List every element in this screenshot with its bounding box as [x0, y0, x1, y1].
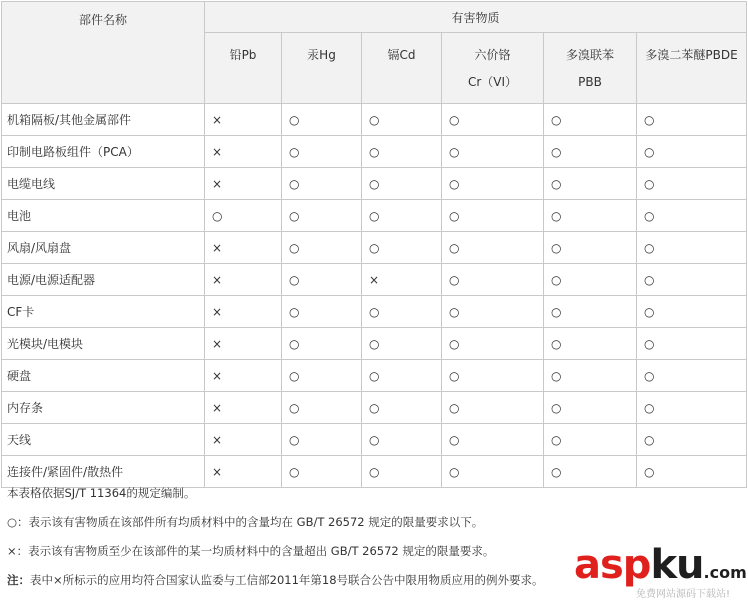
circle-mark: ○ — [449, 208, 460, 223]
substance-mark-cell — [362, 360, 442, 392]
cross-mark: × — [212, 400, 223, 415]
substance-mark-cell — [205, 232, 282, 264]
table-row — [2, 392, 747, 424]
substance-mark-cell — [205, 328, 282, 360]
substance-mark-cell — [362, 104, 442, 136]
substance-mark-cell — [544, 360, 637, 392]
substance-mark-cell — [637, 232, 747, 264]
circle-mark: ○ — [369, 464, 380, 479]
note-text: 本表格依据SJ/T 11364的规定编制。 — [7, 486, 196, 500]
circle-mark: ○ — [369, 208, 380, 223]
substance-mark-cell — [205, 424, 282, 456]
circle-mark: ○ — [644, 336, 655, 351]
substance-mark-cell — [544, 296, 637, 328]
circle-mark: ○ — [644, 208, 655, 223]
circle-mark: ○ — [212, 208, 223, 223]
circle-mark: ○ — [449, 272, 460, 287]
substance-mark-cell — [205, 104, 282, 136]
substance-mark-cell — [544, 328, 637, 360]
watermark — [574, 542, 747, 600]
cross-mark: × — [212, 176, 223, 191]
circle-mark: ○ — [449, 336, 460, 351]
substance-mark-cell — [362, 232, 442, 264]
substance-mark-cell — [282, 360, 362, 392]
substance-mark-cell — [637, 200, 747, 232]
circle-mark: ○ — [289, 336, 300, 351]
circle-mark: ○ — [644, 272, 655, 287]
circle-mark: ○ — [369, 304, 380, 319]
table-row — [2, 200, 747, 232]
part-name-cell: 风扇/风扇盘 — [2, 232, 205, 264]
circle-mark: ○ — [644, 368, 655, 383]
table-row — [2, 136, 747, 168]
substance-mark-cell — [362, 424, 442, 456]
substance-mark-cell — [205, 168, 282, 200]
substance-mark-cell — [205, 360, 282, 392]
note-text: ○：表示该有害物质在该部件所有均质材料中的含量均在 GB/T 26572 规定的限量要求以下。 — [7, 515, 484, 529]
header-substance-1 — [282, 33, 362, 104]
substance-mark-cell — [442, 392, 544, 424]
header-substance-5 — [637, 33, 747, 104]
table-row — [2, 424, 747, 456]
table-row — [2, 104, 747, 136]
substance-mark-cell — [637, 456, 747, 488]
substance-mark-cell — [282, 328, 362, 360]
circle-mark: ○ — [369, 144, 380, 159]
substance-mark-cell — [442, 168, 544, 200]
header-substance-0 — [205, 33, 282, 104]
substance-mark-cell — [362, 136, 442, 168]
header-substance-3 — [442, 33, 544, 104]
table-row — [2, 360, 747, 392]
substance-mark-cell — [205, 456, 282, 488]
circle-mark: ○ — [449, 112, 460, 127]
circle-mark: ○ — [644, 240, 655, 255]
cross-mark: × — [212, 432, 223, 447]
substance-symbol: PBB — [578, 75, 602, 89]
table-row — [2, 232, 747, 264]
substance-mark-cell — [442, 360, 544, 392]
substance-mark-cell — [362, 168, 442, 200]
substance-mark-cell — [637, 264, 747, 296]
circle-mark: ○ — [449, 144, 460, 159]
circle-mark: ○ — [289, 144, 300, 159]
table-row — [2, 296, 747, 328]
circle-mark: ○ — [289, 208, 300, 223]
substance-mark-cell — [637, 136, 747, 168]
substance-mark-cell — [442, 104, 544, 136]
circle-mark: ○ — [369, 368, 380, 383]
note-line-1 — [7, 515, 742, 544]
cross-mark: × — [212, 336, 223, 351]
watermark-logo-part2: ku — [650, 542, 704, 588]
substance-name: 铅Pb — [229, 48, 257, 62]
hazardous-substances-table — [1, 1, 747, 488]
part-name-cell: 硬盘 — [2, 360, 205, 392]
substance-mark-cell — [362, 296, 442, 328]
circle-mark: ○ — [551, 144, 562, 159]
header-hazardous-substances: 有害物质 — [205, 2, 747, 33]
circle-mark: ○ — [289, 272, 300, 287]
circle-mark: ○ — [644, 304, 655, 319]
cross-mark: × — [212, 368, 223, 383]
substance-mark-cell — [282, 168, 362, 200]
substance-mark-cell — [442, 232, 544, 264]
circle-mark: ○ — [289, 464, 300, 479]
circle-mark: ○ — [289, 304, 300, 319]
watermark-logo-suffix: .com — [703, 563, 747, 582]
substance-mark-cell — [544, 136, 637, 168]
substance-mark-cell — [362, 264, 442, 296]
substance-mark-cell — [442, 456, 544, 488]
circle-mark: ○ — [551, 304, 562, 319]
substance-mark-cell — [544, 424, 637, 456]
circle-mark: ○ — [551, 272, 562, 287]
circle-mark: ○ — [369, 240, 380, 255]
substance-name: 多溴二苯醚PBDE — [645, 48, 738, 62]
substance-mark-cell — [362, 200, 442, 232]
substance-mark-cell — [637, 360, 747, 392]
circle-mark: ○ — [551, 336, 562, 351]
substance-mark-cell — [442, 296, 544, 328]
table-row — [2, 168, 747, 200]
table-row — [2, 456, 747, 488]
table-row — [2, 264, 747, 296]
cross-mark: × — [212, 272, 223, 287]
circle-mark: ○ — [449, 432, 460, 447]
substance-mark-cell — [205, 264, 282, 296]
substance-name: 镉Cd — [387, 48, 416, 62]
substance-mark-cell — [637, 328, 747, 360]
substance-mark-cell — [205, 296, 282, 328]
circle-mark: ○ — [551, 464, 562, 479]
circle-mark: ○ — [449, 240, 460, 255]
header-substance-4 — [544, 33, 637, 104]
substance-mark-cell — [282, 136, 362, 168]
substance-mark-cell — [282, 232, 362, 264]
part-name-cell: 电池 — [2, 200, 205, 232]
substance-mark-cell — [362, 456, 442, 488]
substance-name: 多溴联苯 — [565, 48, 614, 62]
substance-mark-cell — [544, 392, 637, 424]
substance-mark-cell — [544, 456, 637, 488]
substance-mark-cell — [442, 200, 544, 232]
circle-mark: ○ — [369, 112, 380, 127]
substance-mark-cell — [637, 168, 747, 200]
circle-mark: ○ — [644, 112, 655, 127]
substance-mark-cell — [282, 392, 362, 424]
watermark-subtitle: 免费网站源码下载站! — [636, 589, 731, 600]
substance-symbol: Cr（VI） — [467, 75, 518, 89]
substance-mark-cell — [637, 296, 747, 328]
circle-mark: ○ — [551, 432, 562, 447]
circle-mark: ○ — [369, 176, 380, 191]
substance-mark-cell — [637, 424, 747, 456]
part-name-cell: 光模块/电模块 — [2, 328, 205, 360]
circle-mark: ○ — [369, 400, 380, 415]
substance-mark-cell — [282, 200, 362, 232]
substance-mark-cell — [205, 136, 282, 168]
circle-mark: ○ — [644, 176, 655, 191]
circle-mark: ○ — [369, 432, 380, 447]
substance-mark-cell — [442, 328, 544, 360]
substance-mark-cell — [282, 296, 362, 328]
note-text: 表中×所标示的应用均符合国家认监委与工信部2011年第18号联合公告中限用物质应用的例外要求。 — [30, 573, 544, 587]
circle-mark: ○ — [289, 176, 300, 191]
circle-mark: ○ — [449, 400, 460, 415]
substance-mark-cell — [442, 264, 544, 296]
watermark-logo-part1: asp — [574, 542, 651, 588]
circle-mark: ○ — [449, 304, 460, 319]
cross-mark: × — [369, 272, 380, 287]
circle-mark: ○ — [289, 368, 300, 383]
cross-mark: × — [212, 112, 223, 127]
note-text: ×：表示该有害物质至少在该部件的某一均质材料中的含量超出 GB/T 26572 规定的限量要求。 — [7, 544, 495, 558]
part-name-cell: 电缆电线 — [2, 168, 205, 200]
part-name-cell: 电源/电源适配器 — [2, 264, 205, 296]
circle-mark: ○ — [289, 240, 300, 255]
substance-mark-cell — [282, 264, 362, 296]
circle-mark: ○ — [551, 112, 562, 127]
substance-name: 汞Hg — [307, 48, 336, 62]
substance-mark-cell — [544, 264, 637, 296]
table-body — [2, 104, 747, 488]
circle-mark: ○ — [644, 432, 655, 447]
substance-mark-cell — [205, 392, 282, 424]
cross-mark: × — [212, 304, 223, 319]
header-part-name: 部件名称 — [2, 2, 205, 104]
substance-mark-cell — [282, 104, 362, 136]
substance-mark-cell — [637, 392, 747, 424]
circle-mark: ○ — [449, 464, 460, 479]
substance-mark-cell — [544, 200, 637, 232]
circle-mark: ○ — [551, 368, 562, 383]
circle-mark: ○ — [644, 464, 655, 479]
circle-mark: ○ — [289, 432, 300, 447]
substance-mark-cell — [282, 456, 362, 488]
circle-mark: ○ — [551, 400, 562, 415]
cross-mark: × — [212, 240, 223, 255]
part-name-cell: 连接件/紧固件/散热件 — [2, 456, 205, 488]
part-name-cell: CF卡 — [2, 296, 205, 328]
part-name-cell: 印制电路板组件（PCA） — [2, 136, 205, 168]
substance-mark-cell — [442, 424, 544, 456]
circle-mark: ○ — [289, 112, 300, 127]
substance-mark-cell — [362, 392, 442, 424]
circle-mark: ○ — [369, 336, 380, 351]
circle-mark: ○ — [551, 176, 562, 191]
note-line-0 — [7, 486, 742, 515]
part-name-cell: 机箱隔板/其他金属部件 — [2, 104, 205, 136]
substance-name: 六价铬 — [474, 48, 511, 62]
circle-mark: ○ — [449, 176, 460, 191]
header-substance-2 — [362, 33, 442, 104]
substance-mark-cell — [637, 104, 747, 136]
circle-mark: ○ — [551, 208, 562, 223]
substance-mark-cell — [362, 328, 442, 360]
substance-mark-cell — [544, 232, 637, 264]
cross-mark: × — [212, 144, 223, 159]
circle-mark: ○ — [289, 400, 300, 415]
substance-mark-cell — [544, 168, 637, 200]
substance-mark-cell — [282, 424, 362, 456]
part-name-cell: 内存条 — [2, 392, 205, 424]
circle-mark: ○ — [551, 240, 562, 255]
hazardous-substances-table-container — [1, 1, 746, 488]
substance-mark-cell — [442, 136, 544, 168]
substance-mark-cell — [544, 104, 637, 136]
substance-mark-cell — [205, 200, 282, 232]
circle-mark: ○ — [644, 144, 655, 159]
circle-mark: ○ — [644, 400, 655, 415]
cross-mark: × — [212, 464, 223, 479]
part-name-cell: 天线 — [2, 424, 205, 456]
circle-mark: ○ — [449, 368, 460, 383]
note-prefix: 注： — [7, 573, 30, 587]
table-row — [2, 328, 747, 360]
